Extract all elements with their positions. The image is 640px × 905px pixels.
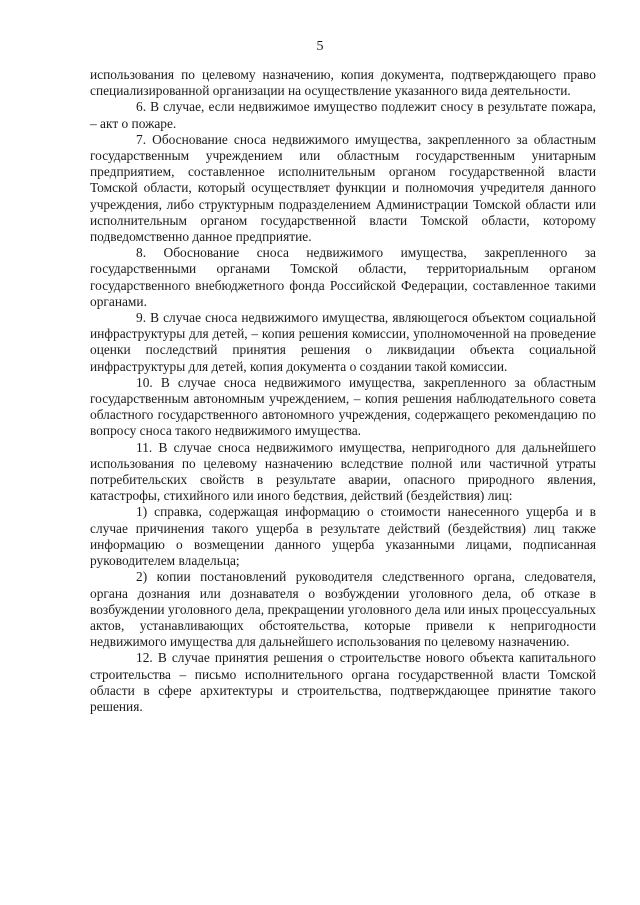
paragraph-9: 9. В случае сноса недвижимого имущества, являющегося объектом социальной инфраструктуры для детей, – копия решения комиссии, уполномоченной на проведение оценки последствий принятия решения о ликвидации объекта социальной инфраструктуры для детей, копия документа о создании такой комиссии. (90, 310, 596, 374)
paragraph-6: 6. В случае, если недвижимое имущество подлежит сносу в результате пожара, – акт о пожаре. (90, 99, 596, 131)
paragraph-12: 12. В случае принятия решения о строительстве нового объекта капитального строительства – письмо исполнительного органа государственной власти Томской области в сфере архитектуры и строительства, подтверждающее принятие такого решения. (90, 650, 596, 714)
paragraph-11: 11. В случае сноса недвижимого имущества, непригодного для дальнейшего использования по целевому назначению вследствие полной или частичной утраты потребительских свойств в результате аварии, опасного природного явления, катастрофы, стихийного или иного бедствия, действий (бездействия) лиц: (90, 439, 596, 504)
document-body (90, 67, 596, 715)
paragraph-11-item-2: 2) копии постановлений руководителя следственного органа, следователя, органа дознания или дознавателя о возбуждении уголовного дела, об отказе в возбуждении уголовного дела, прекращении уголовного дела или иных процессуальных актов, устанавливающих обстоятельства, которые привели к непригодности недвижимого имущества для дальнейшего использования по целевому назначению. (90, 569, 596, 650)
paragraph-11-item-1: 1) справка, содержащая информацию о стоимости нанесенного ущерба и в случае причинения такого ущерба в результате действий (бездействия) лиц также информацию о возмещении данного ущерба указанными лицами, подписанная руководителем владельца; (90, 504, 596, 569)
page-number: 5 (316, 39, 324, 54)
paragraph-continuation: использования по целевому назначению, копия документа, подтверждающего право специализированной организации на осуществление указанного вида деятельности. (90, 67, 596, 99)
paragraph-10: 10. В случае сноса недвижимого имущества, закрепленного за областным государственным автономным учреждением, – копия решения наблюдательного совета областного государственного автономного учреждения, содержащего рекомендацию по вопросу сноса такого недвижимого имущества. (90, 374, 596, 439)
paragraph-8: 8. Обоснование сноса недвижимого имущества, закрепленного за государственными органами Томской области, территориальным органом государственного внебюджетного фонда Российской Федерации, составленное такими органами. (90, 245, 596, 309)
paragraph-7: 7. Обоснование сноса недвижимого имущества, закрепленного за областным государственным учреждением или областным государственным унитарным предприятием, составленное исполнительным органом государственной власти Томской области, который осуществляет функции и полномочия учредителя данного учреждения, либо структурным подразделением Администрации Томской области или исполнительным органом государственной власти Томской области, которому подведомственно данное предприятие. (90, 131, 596, 245)
